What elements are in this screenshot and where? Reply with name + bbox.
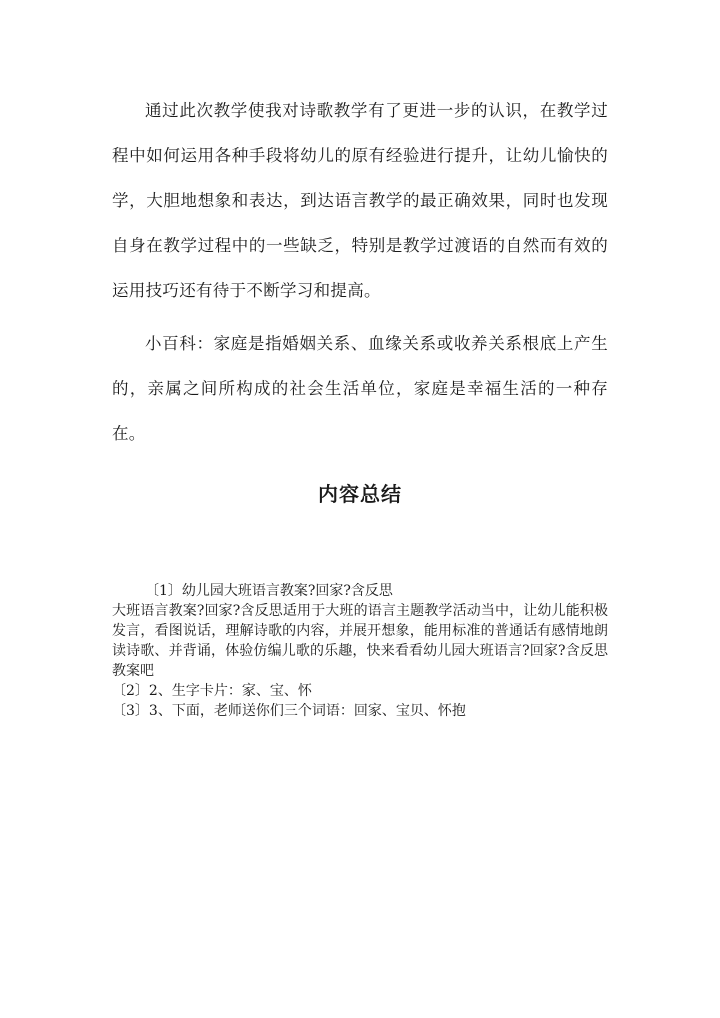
paragraph-encyclopedia: 小百科：家庭是指婚姻关系、血缘关系或收养关系根底上产生的，亲属之间所构成的社会生活单位，家庭是幸福生活的一种存在。: [112, 334, 608, 443]
body-text: [112, 88, 608, 464]
summary-item-1: 〔1〕幼儿园大班语言教案?回家?含反思: [145, 583, 393, 599]
summary-section: [112, 581, 608, 721]
summary-item-3: 〔3〕3、下面，老师送你们三个词语：回家、宝贝、怀抱: [112, 703, 466, 719]
paragraph-reflection: 通过此次教学使我对诗歌教学有了更进一步的认识，在教学过程中如何运用各种手段将幼儿的原有经验进行提升，让幼儿愉快的学，大胆地想象和表达，到达语言教学的最正确效果，同时也发现自身在教学过程中的一些缺乏，特别是教学过渡语的自然而有效的运用技巧还有待于不断学习和提高。: [112, 101, 608, 300]
summary-item-2: 〔2〕2、生字卡片：家、宝、怀: [112, 683, 312, 699]
summary-title: 内容总结: [318, 482, 402, 506]
summary-description: 大班语言教案?回家?含反思适用于大班的语言主题教学活动当中，让幼儿能积极发言，看图说话，理解诗歌的内容，并展开想象，能用标准的普通话有感情地朗读诗歌、并背诵，体验仿编儿歌的乐趣，快来看看幼儿园大班语言?回家?含反思教案吧: [112, 603, 608, 679]
